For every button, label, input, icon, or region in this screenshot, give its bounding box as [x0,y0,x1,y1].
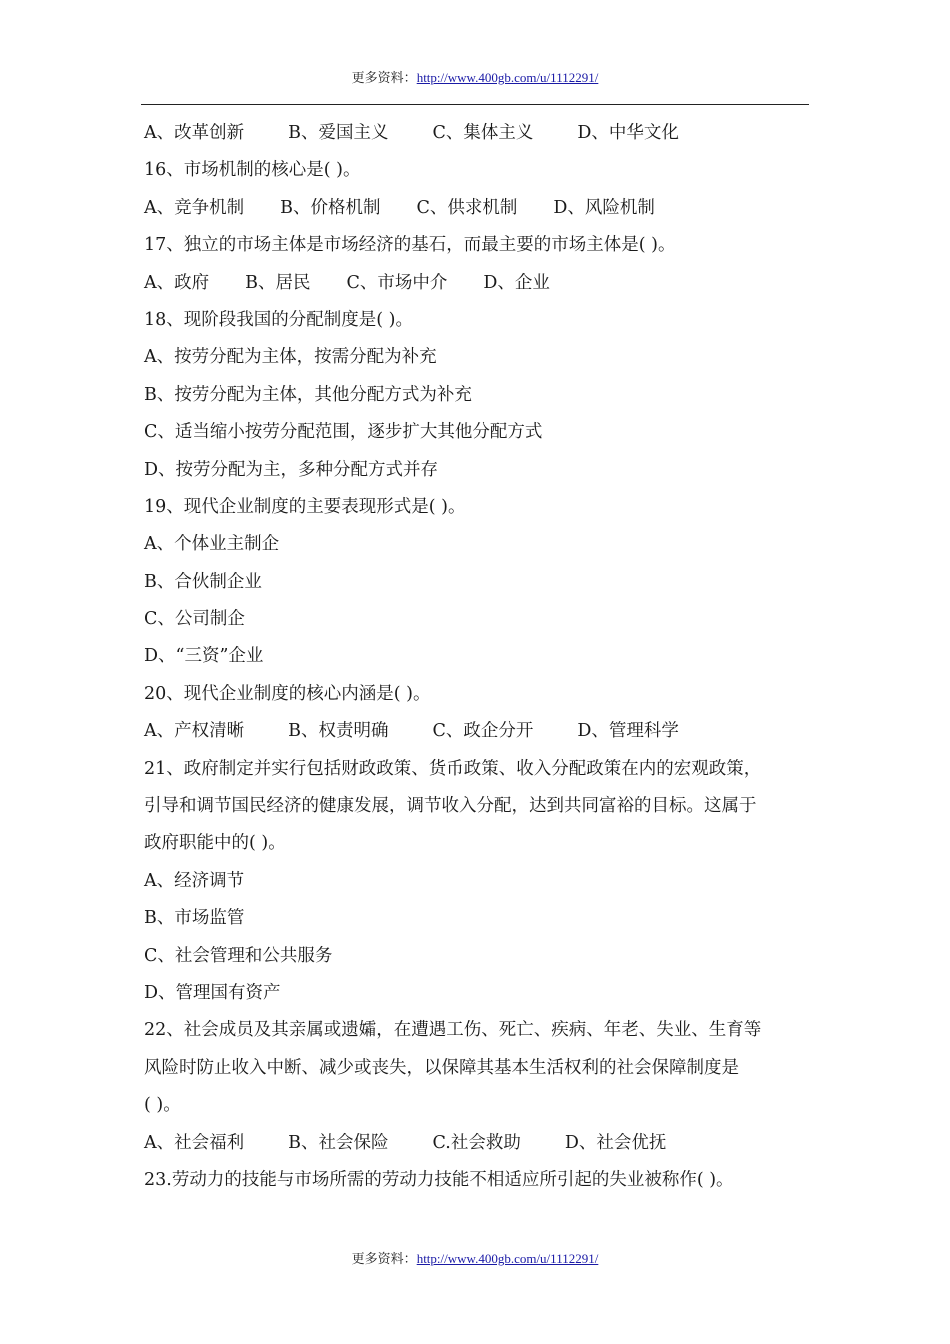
question-16: 16、市场机制的核心是( )。 [144,160,361,181]
option-a: A、竞争机制 [144,197,245,218]
option-d: D、风险机制 [553,197,655,218]
option-c: C.社会救助 [432,1132,521,1153]
footer-link[interactable]: http://www.400gb.com/u/1112291/ [416,1251,599,1266]
question-17: 17、独立的市场主体是市场经济的基石，而最主要的市场主体是( )。 [144,235,676,256]
options-row-20 [144,717,812,754]
question-22-line-2: 风险时防止收入中断、减少或丧失，以保障其基本生活权利的社会保障制度是 [144,1057,739,1078]
question-19-option-b: B、合伙制企业 [144,571,262,592]
question-19-option-a: A、个体业主制企 [144,534,280,555]
page-footer [0,1248,950,1267]
option-c: C、市场中介 [346,272,448,293]
question-21-option-b: B、市场监管 [144,908,245,929]
option-a: A、政府 [144,272,210,293]
option-d: D、管理科学 [577,721,679,742]
option-b: B、权责明确 [288,721,389,742]
option-d: D、社会优抚 [564,1132,667,1153]
question-21-line-1: 21、政府制定并实行包括财政政策、货币政策、收入分配政策在内的宏观政策， [144,758,762,779]
option-c: C、政企分开 [432,721,534,742]
question-18: 18、现阶段我国的分配制度是( )。 [144,309,413,330]
document-body [144,119,812,1203]
question-19-option-c: C、公司制企 [144,609,245,630]
question-21-option-d: D、管理国有资产 [144,982,281,1003]
option-a: A、社会福利 [144,1132,245,1153]
option-b: B、爱国主义 [288,123,389,143]
question-18-option-b: B、按劳分配为主体，其他分配方式为补充 [144,384,472,405]
option-a: A、产权清晰 [144,721,245,742]
options-row-17 [144,269,812,306]
option-d: D、中华文化 [577,123,679,143]
question-22-line-1: 22、社会成员及其亲属或遗孀，在遭遇工伤、死亡、疾病、年老、失业、生育等 [144,1020,762,1041]
question-21-option-c: C、社会管理和公共服务 [144,945,333,966]
header-label: 更多资料： [351,70,417,85]
options-row-16 [144,194,812,231]
header-link[interactable]: http://www.400gb.com/u/1112291/ [416,70,599,85]
page-header [0,67,950,86]
header-divider [141,104,809,105]
question-22-line-3: ( )。 [144,1095,181,1116]
option-d: D、企业 [483,272,550,293]
option-c: C、供求机制 [416,197,518,218]
question-19: 19、现代企业制度的主要表现形式是( )。 [144,496,466,517]
question-20: 20、现代企业制度的核心内涵是( )。 [144,683,431,704]
options-row-22 [144,1129,812,1166]
option-a: A、改革创新 [144,123,245,143]
footer-label: 更多资料： [351,1251,417,1266]
option-b: B、社会保险 [288,1132,389,1153]
question-23: 23.劳动力的技能与市场所需的劳动力技能不相适应所引起的失业被称作( )。 [144,1169,734,1190]
question-18-option-c: C、适当缩小按劳分配范围，逐步扩大其他分配方式 [144,422,543,443]
question-21-line-2: 引导和调节国民经济的健康发展，调节收入分配，达到共同富裕的目标。这属于 [144,796,757,817]
options-row-15 [144,119,812,156]
option-c: C、集体主义 [432,123,534,143]
question-18-option-a: A、按劳分配为主体，按需分配为补充 [144,347,437,368]
question-18-option-d: D、按劳分配为主，多种分配方式并存 [144,459,439,480]
question-21-option-a: A、经济调节 [144,870,245,891]
question-19-option-d: D、“三资”企业 [144,646,264,667]
question-21-line-3: 政府职能中的( )。 [144,833,286,854]
option-b: B、居民 [245,272,311,293]
option-b: B、价格机制 [280,197,381,218]
